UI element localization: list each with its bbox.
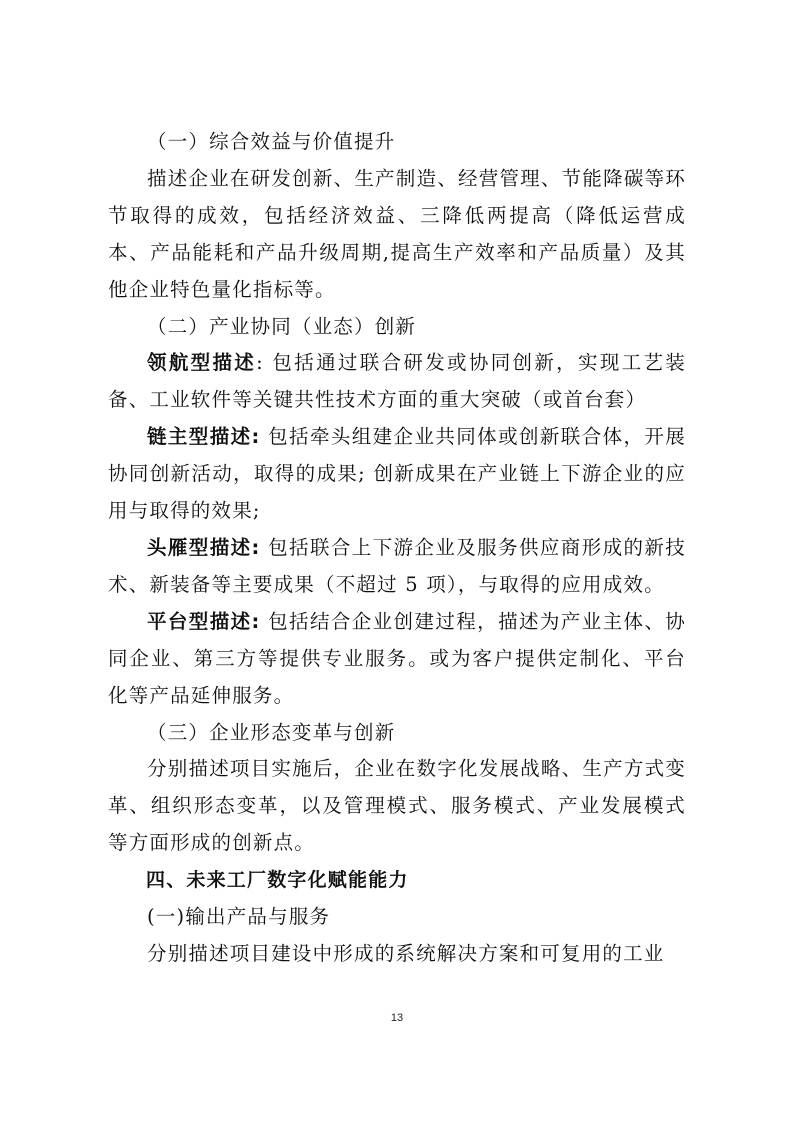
page-number: 13 [390,1012,404,1024]
lead-text: 包括联合上下游企业及服务供应商形成的新技术、新装备等主要成果（不超过 5 项），与取得的应用成效。 [108,535,687,596]
section-subheading: （二）产业协同（业态）创新 [147,314,417,338]
body-paragraph: 描述企业在研发创新、生产制造、经营管理、节能降碳等环节取得的成效，包括经济效益、三降低两提高（降低运营成本、产品能耗和产品升级周期,提高生产效率和产品质量）及其他企业特色量化指标等。 [108,166,686,301]
lead-paragraph [108,419,686,530]
lead-term: 领航型描述 [147,351,257,375]
section-subheading: （三）企业形态变革与创新 [147,720,396,744]
lead-paragraph [108,604,686,715]
lead-text: 包括结合企业创建过程，描述为产业主体、协同企业、第三方等提供专业服务。或为客户提供定制化、平台化等产品延伸服务。 [108,609,687,707]
section-subheading: （一）综合效益与价值提升 [147,130,396,153]
lead-term: 平台型描述: [147,609,261,633]
lead-paragraph [108,345,686,419]
page-content [108,124,686,973]
lead-paragraph [108,530,686,604]
lead-term: 头雁型描述: [147,535,261,559]
lead-term: 链主型描述: [147,425,261,449]
section-subheading: (一)输出产品与服务 [147,905,331,929]
lead-text: 包括牵头组建企业共同体或创新联合体，开展协同创新活动，取得的成果; 创新成果在产业链上下游企业的应用与取得的效果; [108,425,687,523]
body-paragraph: 分别描述项目实施后，企业在数字化发展战略、生产方式变革、组织形态变革，以及管理模式、服务模式、产业发展模式等方面形成的创新点。 [108,757,686,855]
body-paragraph: 分别描述项目建设中形成的系统解决方案和可复用的工业 [147,941,665,965]
lead-text: : 包括通过联合研发或协同创新，实现工艺装备、工业软件等关键共性技术方面的重大突破（或首台套） [108,351,686,412]
chapter-heading: 四、未来工厂数字化赋能能力 [146,869,409,892]
